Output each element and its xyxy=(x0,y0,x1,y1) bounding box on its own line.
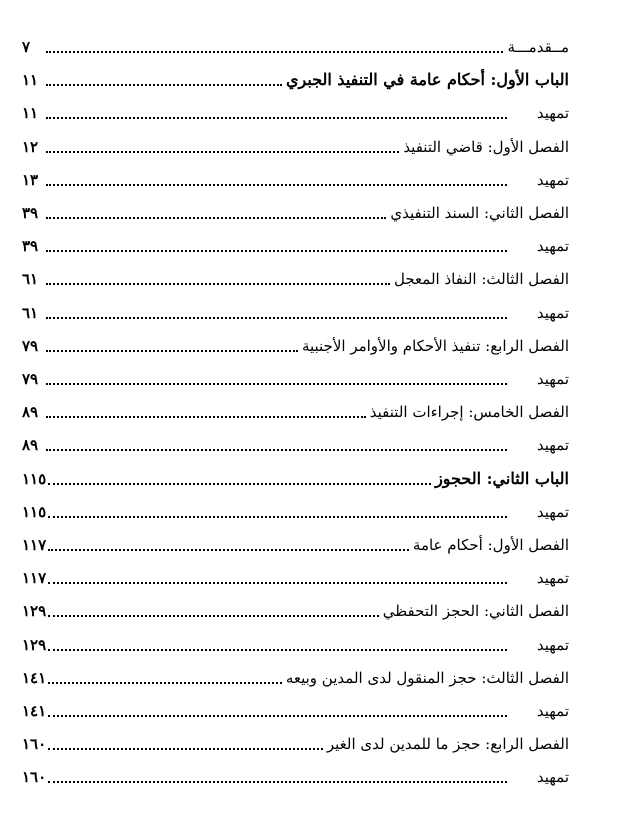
toc-entry-title: مــقدمـــة xyxy=(507,38,569,56)
toc-entry-page: ٦١ xyxy=(22,303,39,322)
toc-entry-title: الفصل الثالث: حجز المنقول لدى المدين وبيعه xyxy=(285,668,569,687)
dot-leader xyxy=(48,682,282,684)
toc-entry xyxy=(22,167,569,191)
toc-entry-title: الباب الثاني: الحجوز xyxy=(435,468,569,488)
dot-leader xyxy=(46,151,399,153)
toc-entry xyxy=(22,731,569,755)
toc-entry xyxy=(22,565,569,589)
toc-entry xyxy=(22,665,569,689)
dot-leader xyxy=(48,715,507,717)
toc-entry-title: الباب الأول: أحكام عامة في التنفيذ الجبري xyxy=(286,70,569,90)
toc-entry-page: ١٢ xyxy=(22,137,39,156)
toc-entry-title: تمهيد xyxy=(536,502,569,521)
toc-entry-title: الفصل الثالث: النفاذ المعجل xyxy=(394,270,569,289)
dot-leader xyxy=(46,250,507,252)
toc-entry-page: ٧٩ xyxy=(22,336,39,355)
toc-entry-title: تمهيد xyxy=(536,635,569,654)
toc-entry-page: ١٢٩ xyxy=(22,602,47,621)
dot-leader xyxy=(46,184,507,186)
toc-entry-title: تمهيد xyxy=(536,768,569,787)
toc-entry-title: الفصل الثاني: الحجز التحفظي xyxy=(382,602,569,621)
toc-entry-page: ١٣ xyxy=(22,170,39,189)
dot-leader xyxy=(46,416,366,418)
toc-entry xyxy=(22,499,569,523)
toc-entry-page: ١١ xyxy=(22,71,39,90)
toc-entry xyxy=(22,532,569,556)
toc-entry-page: ٣٩ xyxy=(22,237,39,256)
toc-entry-title: تمهيد xyxy=(536,170,569,189)
dot-leader xyxy=(46,350,298,352)
toc-entry-page: ١١٥ xyxy=(22,469,47,488)
toc-entry-title: تمهيد xyxy=(536,303,569,322)
toc-entry xyxy=(22,134,569,158)
toc-entry-title: تمهيد xyxy=(536,436,569,455)
toc-entry xyxy=(22,333,569,357)
toc-entry-page: ١١٧ xyxy=(22,536,47,554)
dot-leader xyxy=(48,781,507,783)
toc-entry-title: الفصل الرابع: حجز ما للمدين لدى الغير xyxy=(326,735,569,754)
toc-entry xyxy=(22,764,569,788)
toc-entry xyxy=(22,266,569,290)
toc-entry xyxy=(22,632,569,656)
dot-leader xyxy=(46,84,282,86)
toc-entry-title: الفصل الأول: أحكام عامة xyxy=(412,536,569,554)
toc-entry-page: ١٦٠ xyxy=(22,768,47,787)
toc-entry xyxy=(22,399,569,423)
toc-entry-title: الفصل الرابع: تنفيذ الأحكام والأوامر الأجنبية xyxy=(301,336,569,355)
toc-entry-page: ١١٧ xyxy=(22,569,47,588)
toc-entry xyxy=(22,366,569,390)
toc-entry-title: الفصل الأول: قاضي التنفيذ xyxy=(403,137,569,156)
toc-entry-title: تمهيد xyxy=(536,569,569,588)
toc-entry-page: ١٤١ xyxy=(22,668,47,687)
toc-entry-title: الفصل الثاني: السند التنفيذي xyxy=(390,204,569,222)
dot-leader xyxy=(48,483,431,485)
dot-leader xyxy=(46,217,386,219)
toc-entry-page: ٧ xyxy=(22,38,31,56)
dot-leader xyxy=(46,117,507,119)
toc-entry xyxy=(22,432,569,456)
toc-entry xyxy=(22,300,569,324)
toc-entry-title: الفصل الخامس: إجراءات التنفيذ xyxy=(369,403,569,422)
toc-entry-page: ٨٩ xyxy=(22,436,39,455)
toc-entry xyxy=(22,34,569,58)
toc-entry xyxy=(22,67,569,91)
toc-entry-page: ١٢٩ xyxy=(22,635,47,654)
toc-entry-page: ١٦٠ xyxy=(22,735,47,754)
toc-entry xyxy=(22,598,569,622)
toc-entry xyxy=(22,233,569,257)
dot-leader xyxy=(46,51,503,53)
toc-entry-title: تمهيد xyxy=(536,237,569,256)
dot-leader xyxy=(46,317,507,319)
toc-entry xyxy=(22,100,569,124)
toc-entry xyxy=(22,466,569,490)
dot-leader xyxy=(48,549,409,551)
toc-entry xyxy=(22,698,569,722)
toc-entry-page: ٣٩ xyxy=(22,204,39,222)
toc-entry-title: تمهيد xyxy=(536,370,569,388)
toc-entry-page: ٦١ xyxy=(22,270,39,289)
dot-leader xyxy=(48,516,507,518)
dot-leader xyxy=(46,383,507,385)
toc-entry-title: تمهيد xyxy=(536,702,569,720)
toc-entry-title: تمهيد xyxy=(536,104,569,123)
toc-entry-page: ٧٩ xyxy=(22,370,39,388)
toc-entry-page: ١٤١ xyxy=(22,702,47,720)
toc-entry-page: ٨٩ xyxy=(22,403,39,422)
toc-entry-page: ١١٥ xyxy=(22,502,47,521)
toc-entry xyxy=(22,200,569,224)
toc-entry-page: ١١ xyxy=(22,104,39,123)
dot-leader xyxy=(48,615,379,617)
dot-leader xyxy=(48,649,507,651)
dot-leader xyxy=(48,582,507,584)
dot-leader xyxy=(46,449,507,451)
dot-leader xyxy=(46,283,390,285)
dot-leader xyxy=(48,748,323,750)
